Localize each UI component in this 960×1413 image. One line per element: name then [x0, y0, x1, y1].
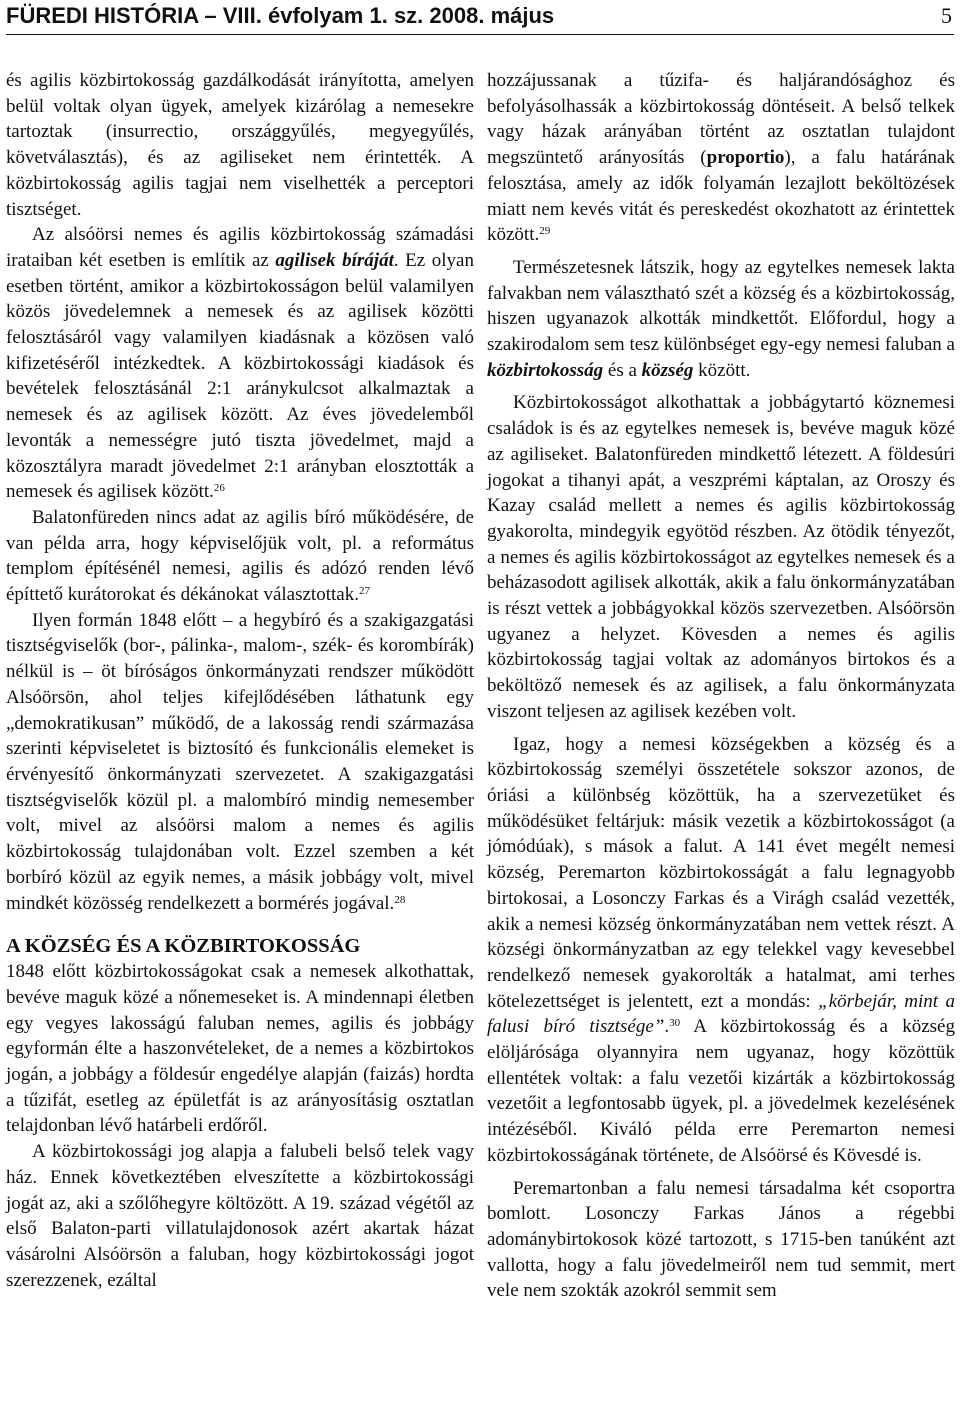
paragraph: Az alsóörsi nemes és agilis közbirtokosság számadási irataiban két esetben is említik az agilisek bíráját. Ez olyan esetben történt, amikor a közbirtokosságon belül valamilyen közös jövedelemnek a nemesek és az agilisek közötti felosztásáról vagy valamilyen kiadásnak a közösen való kifizetéséről intézkedtek. A közbirtokossági kiadások és bevételek felosztásánál 2:1 aránykulcsot alkalmaztak a nemesek és az agilisek között. Az éves jövedelemből levonták a nemességre jutó tiszta jövedelmet, majd a közosztályra maradt jövedelmet 2:1 arányban elosztották a nemesek és agilisek között.$^{26}$	[6, 224, 474, 503]
paragraph: A közbirtokossági jog alapja a falubeli belső telek vagy ház. Ennek következtében elveszítette a közbirtokossági jogát az, aki a szőlőhegyre költözött. A 19. század végétől az első Balaton-parti villatulajdonosok azért akartak házat vásárolni Alsóörsön a faluban, hogy közbirtokossági jogot szerezzenek, ezáltal	[6, 1141, 474, 1291]
paragraph: Természetesnek látszik, hogy az egytelkes nemesek lakta falvakban nem választható szét a község és a közbirtokosság, hiszen ugyanazok alkották mindkettőt. Előfordul, hogy a szakirodalom sem tesz különbséget egy-egy nemesi faluban a közbirtokosság és a község között.	[487, 256, 955, 381]
paragraph: Igaz, hogy a nemesi községekben a község és a közbirtokosság személyi összetétele sokszor azonos, de óriási a különbség közöttük, ha a szervezetüket és működésüket feltárjuk: másik vezetik a közbirtokosságot (a jómódúak), s mások a falut. A 141 évet megélt nemesi község, Peremarton közbirtokosságát a falu legnagyobb birtokosai, a Losonczy Farkas és a Virágh család vezették, akik a nemesi község önkormányzatában nem vettek részt. A községi önkormányzatban az egy telekkel vagy kevesebbel rendelkező nemesek gyakorolták a hatalmat, ami terhes kötelezettséget is jelentett, ezt a mondás: „körbejár, mint a falusi bíró tisztsége”.$^{30}$ A közbirtokosság és a község elöljárósága olyannyira nem ugyanaz, hogy közöttük ellentétek voltak: a falu vezetői kizárták a közbirtokosság vezetőit a legfontosabb ügyek, pl. a jövedelmek kezelésének intézéséből. Kiváló példa erre Peremarton nemesi közbirtokosságának története, de Alsóörsé és Kövesdé is.	[487, 733, 955, 1166]
paragraph: Peremartonban a falu nemesi társadalma két csoportra bomlott. Losonczy Farkas János a régebbi adománybirtokosok közé tartozott, s 1715-ben tanúként azt vallotta, hogy a falu jövedelmeiről nem tud semmit, mert vele nem szokták azokról semmit sem	[487, 1177, 955, 1302]
emphasis-text: közbirtokosság	[487, 359, 604, 381]
page-number: 5	[941, 3, 952, 28]
left-column	[6, 68, 474, 1293]
section-heading: A KÖZSÉG ÉS A KÖZBIRTOKOSSÁG	[6, 935, 361, 958]
paragraph: és agilis közbirtokosság gazdálkodását irányította, amelyen belül voltak olyan ügyek, amelyek kizárólag a nemesekre tartoztak (insurrectio, országgyűlés, megyegyűlés, követválasztás), és az agiliseket nem érintették. A közbirtokosság agilis tagjai nem viselhették a perceptori tisztséget.	[6, 70, 474, 220]
paragraph: Balatonfüreden nincs adat az agilis bíró működésére, de van példa arra, hogy képviselőjük volt, pl. a református templom építésénél nemesi, agilis és adózó renden lévő építtető kurátorokat és dékánokat választottak.$^{27}$	[6, 506, 474, 606]
paragraph: hozzájussanak a tűzifa- és haljárandósághoz és befolyásolhassák a közbirtokosság döntéseit. A belső telkek vagy házak arányában történt az osztatlan tulajdont megszüntető arányosítás (proportio), a falu határának felosztása, amely az idők folyamán lezajlott beköltözések miatt nem kevés vitát és pereskedést okozhatott az érintettek között.$^{29}$	[487, 70, 955, 246]
footnote-ref: 30	[669, 1017, 681, 1030]
paragraph: Ilyen formán 1848 előtt – a hegybíró és a szakigazgatási tisztségviselők (bor-, pálinka-, malom-, szék- és korombírák) nélkül is – öt bíróságos önkormányzati rendszer működött Alsóörsön, ahol teljes kifejlődésében láthatunk egy „demokratikusan” működő, de a lakosság rendi származása szerinti képviseletet is biztosító és funkcionális elemeket is érvényesítő önkormányzati szervezetet. A szakigazgatási tisztségviselők közül pl. a malombíró mindig nemesember volt, mivel az alsóörsi malom a nemes és agilis közbirtokosság tulajdonában volt. Ezzel szemben a két borbíró közül az egyik nemes, a másik jobbágy volt, mivel mindkét közösség rendelkezett a bormérés jogával.$^{28}$	[6, 609, 474, 914]
emphasis-text: agilisek bíráját	[275, 249, 394, 271]
quote-text: „körbejár, mint a falusi bíró tisztsége”	[487, 990, 955, 1038]
footnote-ref: 26	[213, 482, 225, 495]
right-column	[487, 68, 955, 1304]
journal-title: FÜREDI HISTÓRIA – VIII. évfolyam 1. sz. 2008. május	[6, 3, 555, 28]
emphasis-text: község	[641, 359, 694, 381]
running-header	[6, 0, 954, 35]
footnote-ref: 28	[394, 893, 406, 906]
footnote-ref: 27	[358, 585, 370, 598]
bold-term: proportio	[706, 147, 785, 169]
footnote-ref: 29	[539, 225, 551, 238]
paragraph: 1848 előtt közbirtokosságokat csak a nemesek alkothattak, bevéve maguk közé a nőnemeseket is. A mindennapi életben egy vegyes lakosságú faluban nemes, agilis és jobbágy egyformán élte a haszonvételeket, de a nemes a közbirtokos jogán, a jobbágy a földesúr engedélye alapján (faizás) hordta a tűzifát, esetleg az épületfát is az arányosításig osztatlan telajdonban lévő határbeli erdőről.	[6, 961, 474, 1137]
paragraph: Közbirtokosságot alkothattak a jobbágytartó köznemesi családok is és az egytelkes nemesek is, bevéve maguk közé az agiliseket. Balatonfüreden mindkettő létezett. A földesúri jogokat a tihanyi apát, a veszprémi káptalan, az Oroszy és Kazay család mellett a nemes és agilis közbirtokosság gyakorolta, mindegyik egyötöd részben. Az ötödik tényezőt, a nemes és agilis közbirtokosságot az egytelkes nemesek és a beházasodott agilisek alkották, akik a falu önkormányzatában is részt vettek a jobbágyokkal közös szervezetben. Alsóörsön ugyanez a helyzet. Kövesden a nemes és agilis közbirtokosság tagjai voltak az adományos birtokos és a beköltöző nemesek és az agilisek, a falu önkormányzata viszont teljesen az agilisek kezében volt.	[487, 392, 955, 722]
